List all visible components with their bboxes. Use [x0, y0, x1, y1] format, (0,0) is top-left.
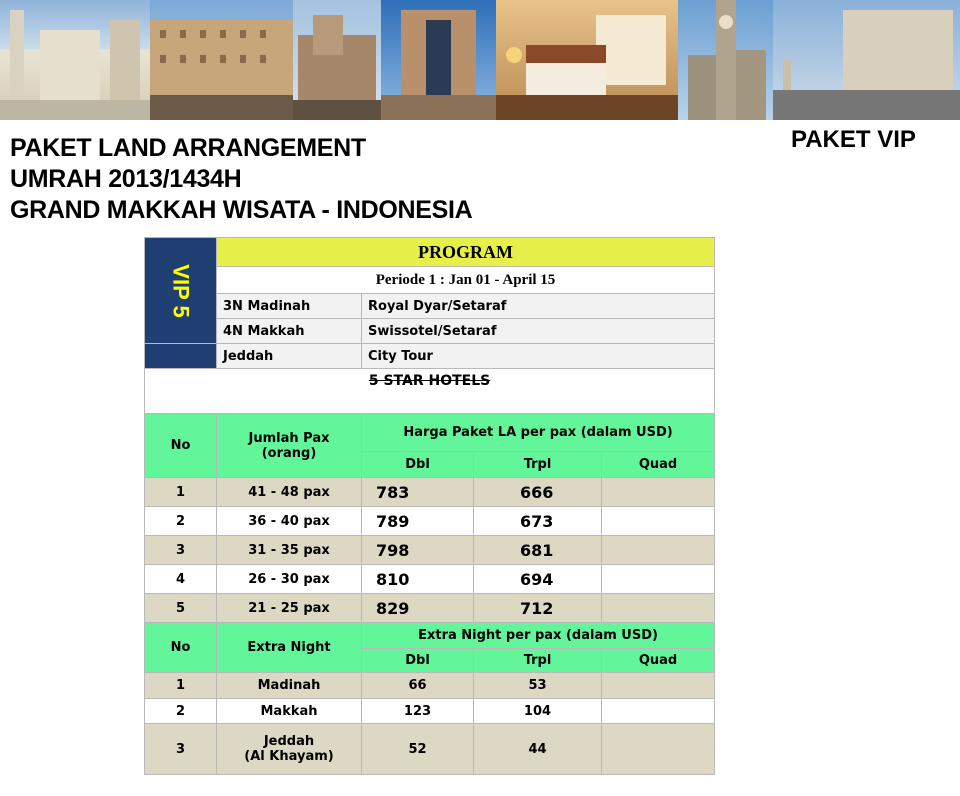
extra-row-quad [602, 673, 715, 699]
itinerary-hotel: City Tour [362, 344, 715, 369]
hotel-photo [381, 0, 496, 120]
itinerary-hotel: Swissotel/Setaraf [362, 319, 715, 344]
table-row [145, 673, 715, 699]
extra-row-city: Makkah [217, 699, 362, 724]
hotel-photo [773, 0, 960, 120]
clock-tower-photo [678, 0, 773, 120]
table-row [145, 478, 715, 507]
extra-col-price: Extra Night per pax (dalam USD) [362, 623, 715, 649]
extra-row-no: 1 [145, 673, 217, 699]
row-no: 3 [145, 536, 217, 565]
row-trpl: 694 [474, 565, 602, 594]
row-no: 5 [145, 594, 217, 623]
vip-package-label: PAKET VIP [791, 126, 916, 153]
row-trpl: 673 [474, 507, 602, 536]
extra-row-city [217, 724, 362, 775]
row-dbl: 829 [362, 594, 474, 623]
row-dbl: 810 [362, 565, 474, 594]
table-row [145, 565, 715, 594]
page-title [10, 133, 472, 226]
extra-row-dbl: 123 [362, 699, 474, 724]
row-no: 1 [145, 478, 217, 507]
table-row [145, 507, 715, 536]
extra-col-trpl: Trpl [474, 649, 602, 673]
extra-row-city-line2: (Al Khayam) [244, 749, 334, 764]
col-quad: Quad [602, 452, 715, 478]
table-row [145, 594, 715, 623]
row-trpl: 681 [474, 536, 602, 565]
table-row [145, 699, 715, 724]
row-pax: 21 - 25 pax [217, 594, 362, 623]
package-code: VIP 5 [168, 263, 194, 318]
periode-label: Periode 1 : Jan 01 - April 15 [217, 267, 715, 294]
row-quad [602, 478, 715, 507]
itinerary-nights: Jeddah [217, 344, 362, 369]
hotel-room-photo [496, 0, 678, 120]
row-no: 4 [145, 565, 217, 594]
extra-row-dbl: 66 [362, 673, 474, 699]
program-header: PROGRAM [217, 238, 715, 267]
extra-row-quad [602, 699, 715, 724]
package-code-cell-tail [145, 344, 217, 369]
extra-row-city-line1: Jeddah [263, 734, 315, 749]
extra-row-no: 3 [145, 724, 217, 775]
row-dbl: 783 [362, 478, 474, 507]
hotel-class-label: 5 STAR HOTELS [145, 369, 715, 414]
extra-col-no: No [145, 623, 217, 673]
extra-row-no: 2 [145, 699, 217, 724]
extra-row-dbl: 52 [362, 724, 474, 775]
row-no: 2 [145, 507, 217, 536]
col-pax-line1: Jumlah Pax [248, 430, 330, 446]
hotel-photo [0, 0, 150, 120]
package-table [144, 237, 715, 775]
title-line-2: UMRAH 2013/1434H [10, 165, 242, 193]
row-trpl: 712 [474, 594, 602, 623]
row-trpl: 666 [474, 478, 602, 507]
row-pax: 41 - 48 pax [217, 478, 362, 507]
table-row [145, 724, 715, 775]
row-pax: 36 - 40 pax [217, 507, 362, 536]
itinerary-nights: 3N Madinah [217, 294, 362, 319]
table-row [145, 536, 715, 565]
extra-col-dbl: Dbl [362, 649, 474, 673]
col-pax [217, 414, 362, 478]
row-pax: 31 - 35 pax [217, 536, 362, 565]
photo-banner [0, 0, 960, 120]
row-pax: 26 - 30 pax [217, 565, 362, 594]
itinerary-nights: 4N Makkah [217, 319, 362, 344]
extra-col-night: Extra Night [217, 623, 362, 673]
col-dbl: Dbl [362, 452, 474, 478]
extra-row-quad [602, 724, 715, 775]
row-quad [602, 507, 715, 536]
row-dbl: 789 [362, 507, 474, 536]
itinerary-hotel: Royal Dyar/Setaraf [362, 294, 715, 319]
hotel-photo [293, 0, 381, 120]
hotel-photo [150, 0, 293, 120]
row-quad [602, 594, 715, 623]
col-price: Harga Paket LA per pax (dalam USD) [362, 414, 715, 452]
title-line-3: GRAND MAKKAH WISATA - INDONESIA [10, 196, 473, 224]
extra-row-city: Madinah [217, 673, 362, 699]
extra-row-trpl: 104 [474, 699, 602, 724]
extra-row-trpl: 53 [474, 673, 602, 699]
row-dbl: 798 [362, 536, 474, 565]
row-quad [602, 565, 715, 594]
col-trpl: Trpl [474, 452, 602, 478]
title-line-1: PAKET LAND ARRANGEMENT [10, 134, 366, 162]
extra-row-trpl: 44 [474, 724, 602, 775]
extra-col-quad: Quad [602, 649, 715, 673]
row-quad [602, 536, 715, 565]
package-code-cell [145, 238, 217, 344]
col-pax-line2: (orang) [261, 445, 317, 461]
col-no: No [145, 414, 217, 478]
